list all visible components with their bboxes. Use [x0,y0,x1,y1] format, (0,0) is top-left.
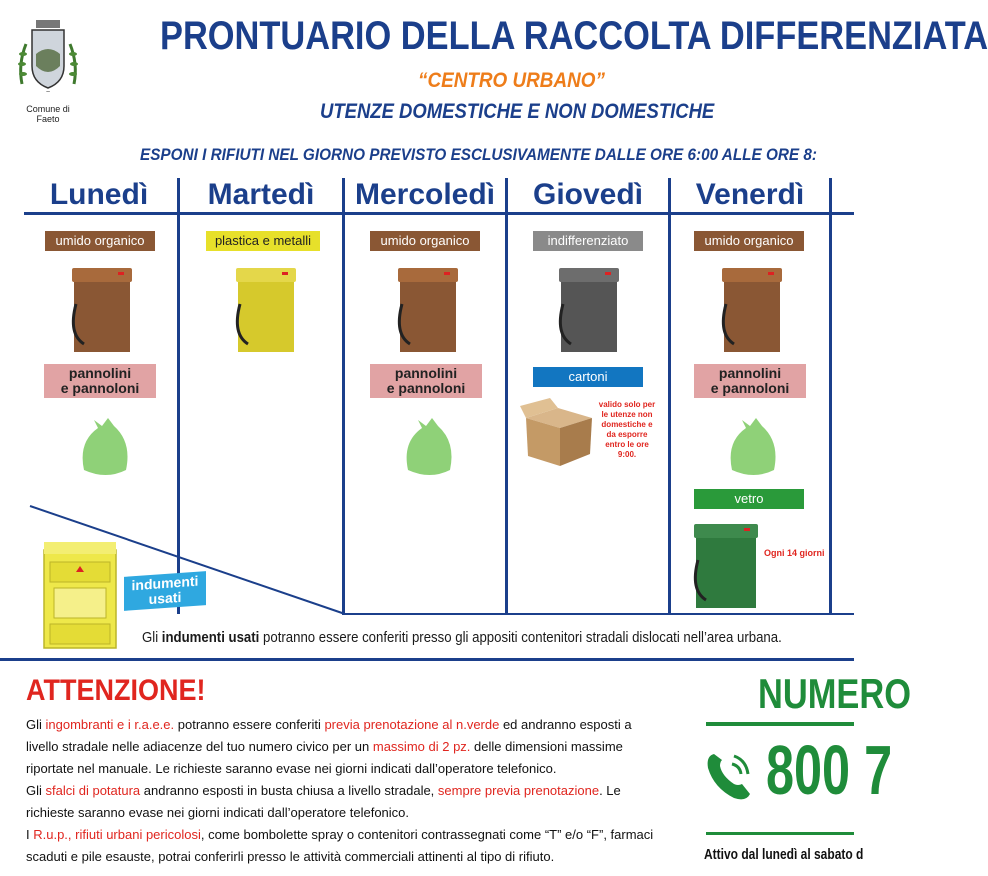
tag-indifferenziato-thursday: indifferenziato [533,231,643,251]
green-bag-icon [400,412,458,480]
attenzione-paragraph-ingombranti: Gli ingombranti e i r.a.e.e. potranno essere conferiti previa prenotazione al n.verde ed andranno esposti a livello stradale nelle adiacenze del tuo numero civico per un massimo di 2 pz. delle dimensioni massime riportate nel manuale. Le richieste saranno evase nei giorni indicati dall’operatore telefonico. [26,717,632,776]
numero-verde-hours: Attivo dal lunedì al sabato d [704,846,864,863]
day-wednesday: Mercoledì [354,178,496,211]
subtitle: “CENTRO URBANO” [418,69,605,92]
page-title: PRONTUARIO DELLA RACCOLTA DIFFERENZIATA [160,14,988,58]
column-divider [505,178,508,614]
tag-cartoni-thursday: cartoni [533,367,643,387]
tag-umido-friday: umido organico [694,231,804,251]
column-divider [829,178,832,614]
phone-icon [704,748,756,804]
attenzione-paragraph-sfalci: Gli sfalci di potatura andranno esposti in busta chiusa a livello stradale, sempre previa prenotazione. Le richieste saranno evase nei giorni indicati dall’operatore telefonico. [26,783,621,820]
clothing-container-icon [40,540,120,650]
green-bag-icon [76,412,134,480]
column-divider [668,178,671,614]
day-monday: Lunedì [49,178,149,211]
attenzione-paragraph-rup: I R.u.p., rifiuti urbani pericolosi, come bombolette spray o contenitori contrassegnati come “T” e/o “F”, farmaci scaduti e pile esauste, potrai conferirli presso le attività commerciali attinenti al tipo di rifiuto. [26,827,654,864]
attenzione-heading: ATTENZIONE! [26,674,206,707]
yellow-bin-icon [230,264,302,356]
vetro-frequency: Ogni 14 giorni [764,548,825,558]
section-divider [0,658,854,661]
numero-divider-top [706,722,854,726]
day-friday: Venerdì [695,178,805,211]
indumenti-note: Gli indumenti usati potranno essere conferiti presso gli appositi contenitori stradali dislocati nell’area urbana. [142,629,782,646]
day-tuesday: Martedì [207,178,315,211]
green-bin-icon [690,520,762,612]
svg-text:~: ~ [45,89,51,96]
tag-vetro-friday: vetro [694,489,804,509]
numero-verde-label: NUMERO [758,670,912,717]
day-thursday: Giovedì [532,178,644,211]
tag-umido-wednesday: umido organico [370,231,480,251]
tag-pannolini-monday: pannolini e pannoloni [44,364,156,398]
brown-bin-icon [66,264,138,356]
brown-bin-icon [392,264,464,356]
subtitle-utenze: UTENZE DOMESTICHE E NON DOMESTICHE [320,100,715,123]
comune-crest-icon [16,14,80,96]
tag-pannolini-wednesday: pannolini e pannoloni [370,364,482,398]
cardboard-box-icon [520,398,596,468]
tag-pannolini-friday: pannolini e pannoloni [694,364,806,398]
tag-umido-monday: umido organico [45,231,155,251]
comune-label: Comune di Faeto [26,104,70,124]
cartoni-note: valido solo per le utenze non domestiche e da esporre entro le ore 9:00. [598,400,656,459]
numero-verde-number: 800 7 [766,731,893,809]
brown-bin-icon [716,264,788,356]
numero-divider-bottom [706,832,854,835]
green-bag-icon [724,412,782,480]
gray-bin-icon [553,264,625,356]
tag-plastica-tuesday: plastica e metalli [206,231,320,251]
tag-indumenti: indumenti usati [124,571,206,611]
instruction-text: ESPONI I RIFIUTI NEL GIORNO PREVISTO ESCLUSIVAMENTE DALLE ORE 6:00 ALLE ORE 8: [140,145,817,164]
bottom-divider [342,613,854,615]
